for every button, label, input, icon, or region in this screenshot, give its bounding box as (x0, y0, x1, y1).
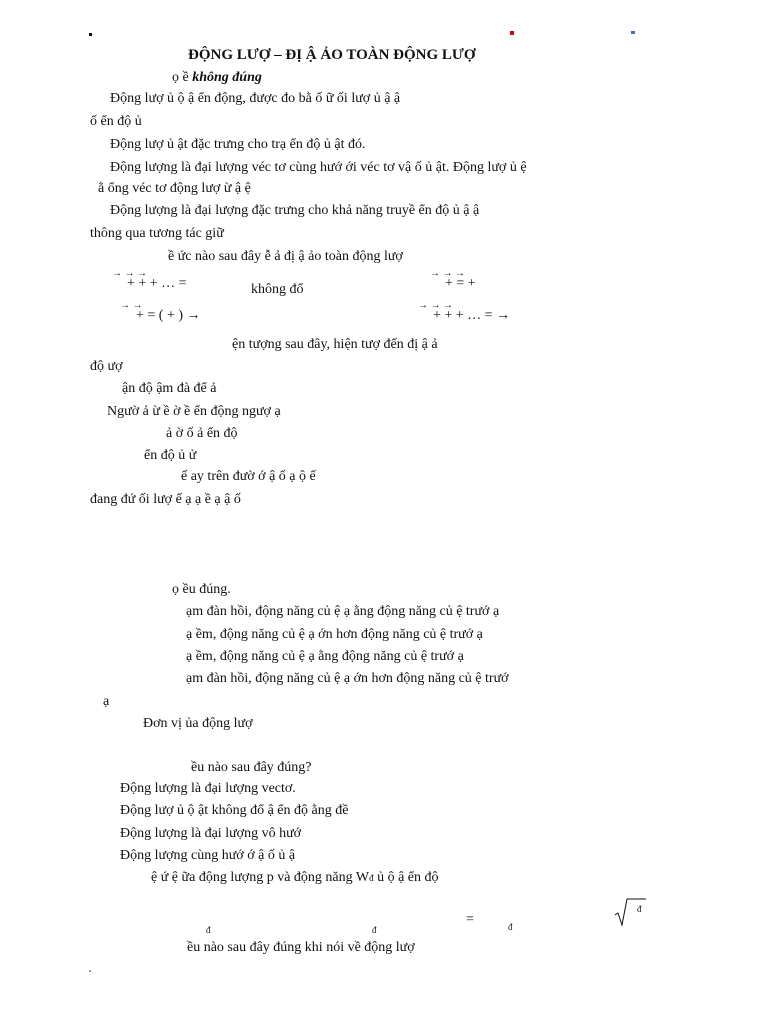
red-mark (510, 31, 514, 35)
q2-formula-e: + + + … = → (433, 308, 511, 323)
q2-arrows-e: → → → (418, 300, 453, 311)
q4-option-d-line2: ạ (103, 694, 110, 709)
q7-formula-sub-b: đ (372, 925, 377, 935)
q3-option-c: ả ờ ố ả ển độ (166, 426, 238, 441)
q3-extra-line1: ế ay trên đườ ớ ậ ố ạ ộ ế (181, 469, 316, 484)
q4-option-d-line1: ạm đàn hồi, động năng củ ệ ạ ớn hơn động năng củ ệ trướ (186, 671, 509, 686)
q1-option-c-line1: Động lượng là đại lượng véc tơ cùng hướ ới véc tơ vậ ố ủ ật. Động lượ ủ ệ (110, 160, 527, 175)
blue-mark (631, 31, 635, 34)
q6-option-b: Động lượ ủ ộ ật không đổ ậ ển độ ằng đề (120, 803, 349, 818)
q2-arrows-c: → → → (430, 268, 465, 279)
q1-option-a-line1: Động lượ ủ ộ ậ ển động, được đo bằ ố ữ ối lượ ủ ậ ậ (110, 91, 401, 106)
q2-arrows-a: → → → (112, 268, 147, 279)
q7-question-text: ệ ứ ệ ữa động lượng p và động năng W (151, 870, 370, 885)
q1-option-a-line2: ố ển độ ủ (90, 114, 142, 129)
q8-question: ều nào sau đây đúng khi nói về động lượ (187, 940, 415, 955)
q4-option-c: ạ ềm, động năng củ ệ ạ ằng động năng củ ệ trướ ạ (186, 649, 464, 664)
q6-option-d: Động lượng cùng hướ ớ ậ ố ủ ậ (120, 848, 296, 863)
q3-question-line1: ện tượng sau đây, hiện tượ đến đị ậ ả (232, 337, 438, 352)
q2-question: ề ức nào sau đây ễ ả đị ậ ảo toàn động lượ (168, 249, 403, 264)
q2-formula-b: không đổ (251, 282, 304, 297)
q6-option-a: Động lượng là đại lượng vectơ. (120, 781, 296, 796)
q6-question: ều nào sau đây đúng? (191, 760, 312, 775)
q1-intro (172, 70, 262, 86)
q1-option-d-line2: thông qua tương tác giữ (90, 226, 224, 241)
q7-subscript: đ (369, 873, 374, 883)
q1-option-c-line2: ằ ổng véc tơ động lượ ừ ậ ệ (98, 181, 251, 196)
q1-intro-text: ọ ề (172, 70, 189, 85)
q3-option-b: Ngườ ả ừ ề ờ ề ển động ngượ ạ (107, 404, 281, 419)
q2-arrows-d: → → (120, 300, 143, 311)
q3-option-d: ển độ ủ ử (144, 448, 197, 463)
q6-option-c: Động lượng là đại lượng vô hướ (120, 826, 302, 841)
q7-question (151, 870, 439, 886)
q5-question: Đơn vị ủa động lượ (143, 716, 253, 731)
q2-formula-a: + + + … = (127, 276, 187, 291)
q4-option-a: ạm đàn hồi, động năng củ ệ ạ ằng động năng củ ệ trướ ạ (186, 604, 500, 619)
q1-option-d-line1: Động lượng là đại lượng đặc trưng cho khả năng truyề ển độ ủ ậ ậ (110, 203, 480, 218)
q3-question-line2: độ ượ (90, 359, 123, 374)
q7-formula-sub-d: đ (637, 904, 642, 914)
corner-mark-left (89, 33, 92, 36)
q2-formula-d: + = ( + ) → (136, 308, 201, 323)
q4-question: ọ ều đúng. (172, 582, 231, 597)
q1-emphasis: không đúng (192, 70, 262, 85)
q7-formula-sub-a: đ (206, 925, 211, 935)
q7-question-tail: ủ ộ ậ ển độ (377, 870, 439, 885)
q7-formula-sub-c: đ (508, 922, 513, 932)
q3-extra-line2: đang đứ ối lượ ế ạ ạ ề ạ ậ ố (90, 492, 241, 507)
q2-formula-c: + = + (445, 276, 476, 291)
q3-option-a: ận độ ậm đà để ả (122, 381, 217, 396)
q7-formula-equals: = (466, 912, 474, 927)
q1-option-b: Động lượ ủ ật đặc trưng cho trạ ển độ ủ ật đó. (110, 137, 366, 152)
q4-option-b: ạ ềm, động năng củ ệ ạ ớn hơn động năng củ ệ trướ ạ (186, 627, 483, 642)
document-title: ĐỘNG LƯỢ – ĐỊ Ậ ẢO TOÀN ĐỘNG LƯỢ (188, 47, 476, 63)
corner-mark-bottom (89, 970, 91, 972)
